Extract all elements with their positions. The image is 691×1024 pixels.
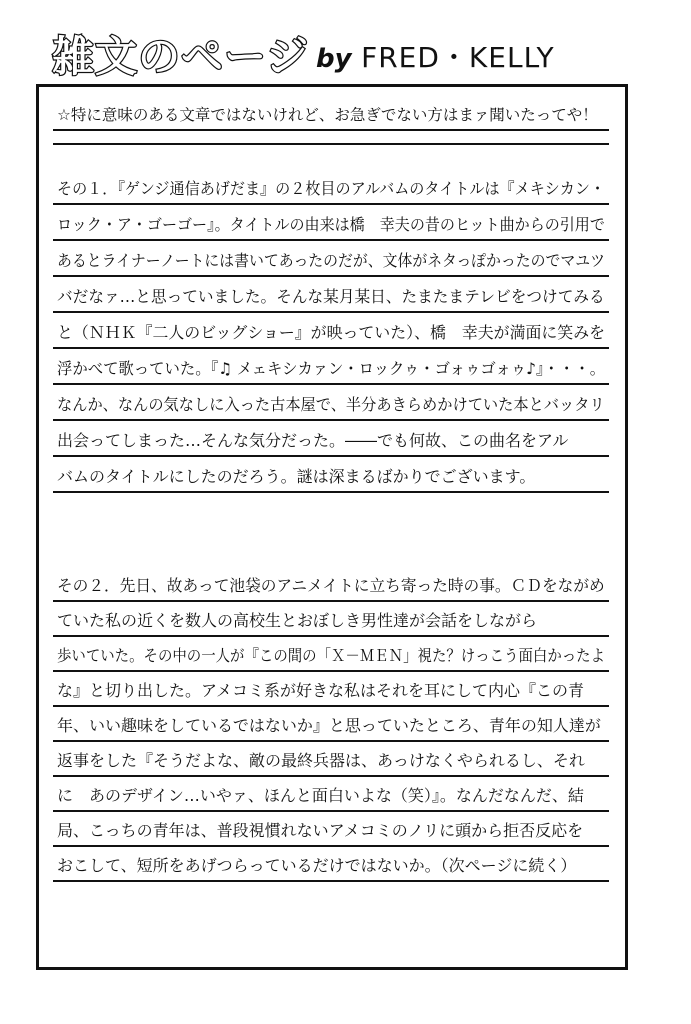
author-name: FRED・KELLY xyxy=(361,41,555,74)
line-text: あるとライナーノートには書いてあったのだが、文体がネタっぽかったのでマユツ xyxy=(57,251,605,270)
line-text: 歩いていた。その中の一人が『この間の「Ｘ－ＭＥＮ」視た？けっこう面白かったよ xyxy=(57,646,606,665)
ruled-line xyxy=(53,847,609,882)
line-text: 出会ってしまった…そんな気分だった。――でも何故、この曲名をアル xyxy=(57,431,569,450)
rule-divider xyxy=(53,143,609,145)
section-1 xyxy=(53,169,609,493)
line-text: その２．先日、故あって池袋のアニメイトに立ち寄った時の事。ＣＤをながめ xyxy=(57,576,605,595)
ruled-line xyxy=(53,457,609,493)
line-text: に あのデザイン…いやァ、ほんと面白いよな（笑）』。なんだなんだ、結 xyxy=(57,786,584,805)
ruled-paper-frame xyxy=(36,84,628,970)
ruled-line xyxy=(53,602,609,637)
ruled-line xyxy=(53,707,609,742)
ruled-line xyxy=(53,672,609,707)
intro-text: ☆特に意味のある文章ではないけれど、お急ぎでない方はまァ聞いたってや！ xyxy=(57,106,598,124)
line-text: 浮かべて歌っていた。『♫ メェキシカァン・ロックゥ・ゴォゥゴォゥ♪』・・・。 xyxy=(57,359,606,378)
line-text: な』と切り出した。アメコミ系が好きな私はそれを耳にして内心『この青 xyxy=(57,681,585,700)
line-text: 返事をした『そうだよな、敵の最終兵器は、あっけなくやられるし、それ xyxy=(57,751,585,770)
ruled-line xyxy=(53,812,609,847)
ruled-line xyxy=(53,385,609,421)
intro-line xyxy=(53,95,609,131)
line-text: バムのタイトルにしたのだろう。謎は深まるばかりでございます。 xyxy=(57,467,536,486)
ruled-line xyxy=(53,277,609,313)
line-text: おこして、短所をあげつらっているだけではないか。（次ページに続く） xyxy=(57,856,577,875)
page-title: 雑文のページ xyxy=(52,32,310,81)
ruled-line xyxy=(53,349,609,385)
ruled-line xyxy=(53,205,609,241)
intro-block xyxy=(53,95,609,131)
line-text: 局、こっちの青年は、普段視慣れないアメコミのノリに頭から拒否反応を xyxy=(57,821,584,840)
ruled-line xyxy=(53,421,609,457)
line-text: なんか、なんの気なしに入った古本屋で、半分あきらめかけていた本とバッタリ xyxy=(57,395,605,414)
byline xyxy=(316,36,555,76)
ruled-line xyxy=(53,742,609,777)
line-text: バだなァ…と思っていました。そんな某月某日、たまたまテレビをつけてみる xyxy=(57,287,605,306)
page-header xyxy=(46,14,666,84)
line-text: と（ＮＨＫ『二人のビッグショー』が映っていた）、橋 幸夫が満面に笑みを xyxy=(57,323,606,342)
line-text: その１．『ゲンジ通信あげだま』の２枚目のアルバムのタイトルは『メキシカン・ xyxy=(57,179,606,198)
ruled-line xyxy=(53,777,609,812)
ruled-line xyxy=(53,169,609,205)
ruled-line xyxy=(53,567,609,602)
line-text: 年、いい趣味をしているではないか』と思っていたところ、青年の知人達が xyxy=(57,716,601,735)
ruled-line xyxy=(53,637,609,672)
ruled-line xyxy=(53,313,609,349)
line-text: ていた私の近くを数人の高校生とおぼしき男性達が会話をしながら xyxy=(57,611,538,630)
section-2 xyxy=(53,567,609,882)
ruled-line xyxy=(53,241,609,277)
byline-by: by xyxy=(316,44,352,74)
line-text: ロック・ア・ゴーゴー』。タイトルの由来は橋 幸夫の昔のヒット曲からの引用で xyxy=(57,215,605,234)
